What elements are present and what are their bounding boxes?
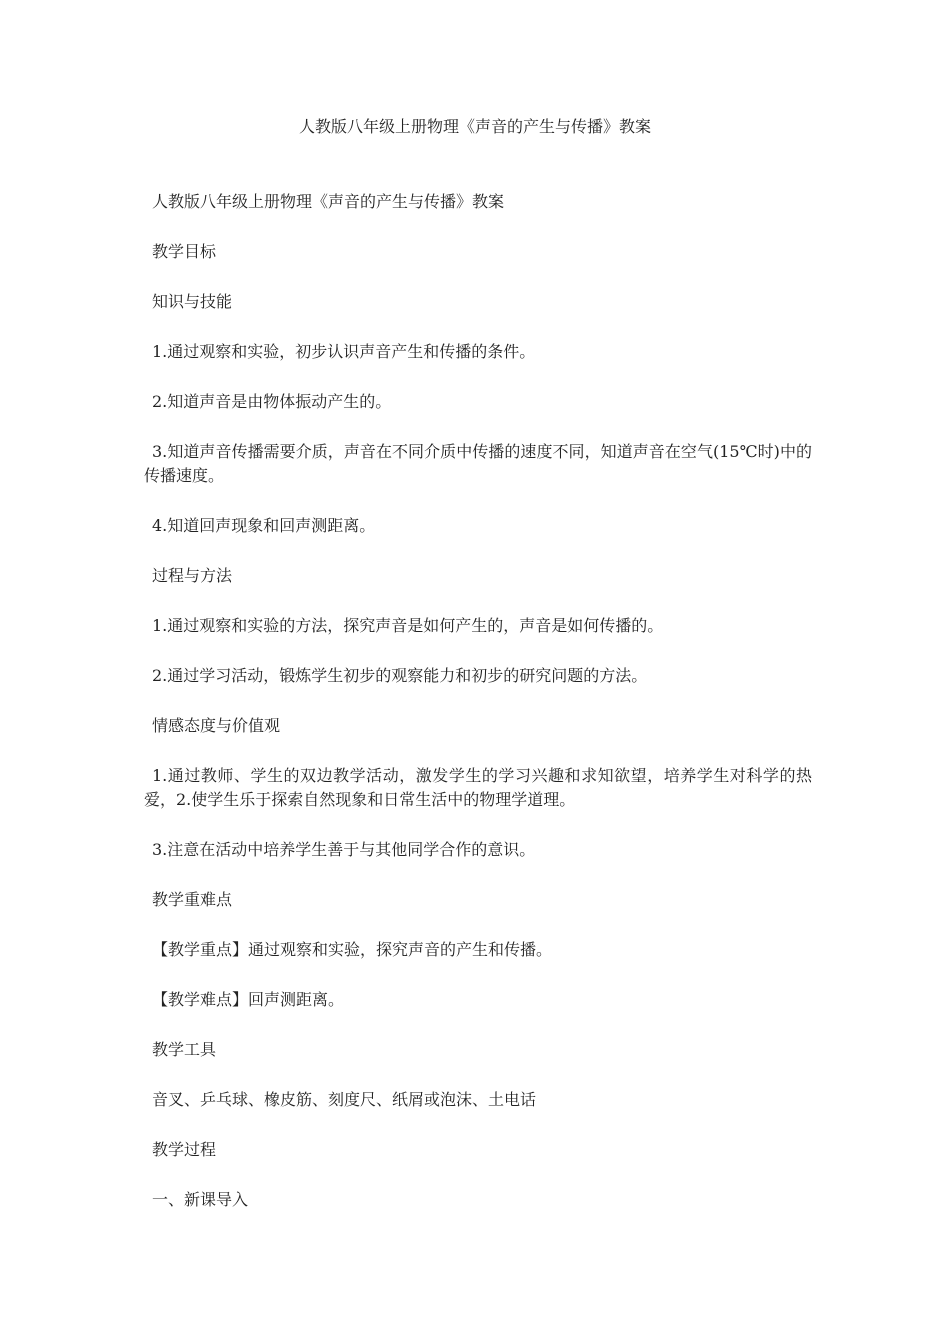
heading-attitude-values: 情感态度与价值观	[152, 716, 281, 735]
paragraph-method-1: 1.通过观察和实验的方法，探究声音是如何产生的，声音是如何传播的。	[152, 616, 664, 635]
paragraph-key-point: 【教学重点】通过观察和实验，探究声音的产生和传播。	[152, 940, 553, 959]
heading-knowledge-skills: 知识与技能	[152, 292, 233, 311]
paragraph-lesson-title: 人教版八年级上册物理《声音的产生与传播》教案	[152, 192, 505, 211]
paragraph-objective-1: 1.通过观察和实验，初步认识声音产生和传播的条件。	[152, 342, 536, 361]
paragraph-objective-4: 4.知道回声现象和回声测距离。	[152, 516, 376, 535]
paragraph-objective-3: 3.知道声音传播需要介质，声音在不同介质中传播的速度不同，知道声音在空气(15℃时)中的传播速度。	[144, 442, 812, 485]
heading-teaching-objectives: 教学目标	[152, 242, 217, 261]
heading-teaching-tools: 教学工具	[152, 1040, 217, 1059]
heading-process-methods: 过程与方法	[152, 566, 233, 585]
paragraph-tools-list: 音叉、乒乓球、橡皮筋、刻度尺、纸屑或泡沫、土电话	[152, 1090, 537, 1109]
paragraph-objective-2: 2.知道声音是由物体振动产生的。	[152, 392, 392, 411]
paragraph-attitude-1-2: 1.通过教师、学生的双边教学活动，激发学生的学习兴趣和求知欲望，培养学生对科学的热爱，2.使学生乐于探索自然现象和日常生活中的物理学道理。	[144, 766, 812, 809]
heading-new-lesson-intro: 一、新课导入	[152, 1190, 249, 1209]
paragraph-method-2: 2.通过学习活动，锻炼学生初步的观察能力和初步的研究问题的方法。	[152, 666, 648, 685]
paragraph-difficult-point: 【教学难点】回声测距离。	[152, 990, 345, 1009]
document-body	[144, 190, 812, 1212]
heading-key-difficult-points: 教学重难点	[152, 890, 233, 909]
document-title: 人教版八年级上册物理《声音的产生与传播》教案	[298, 117, 651, 136]
paragraph-attitude-3: 3.注意在活动中培养学生善于与其他同学合作的意识。	[152, 840, 536, 859]
heading-teaching-process: 教学过程	[152, 1140, 217, 1159]
